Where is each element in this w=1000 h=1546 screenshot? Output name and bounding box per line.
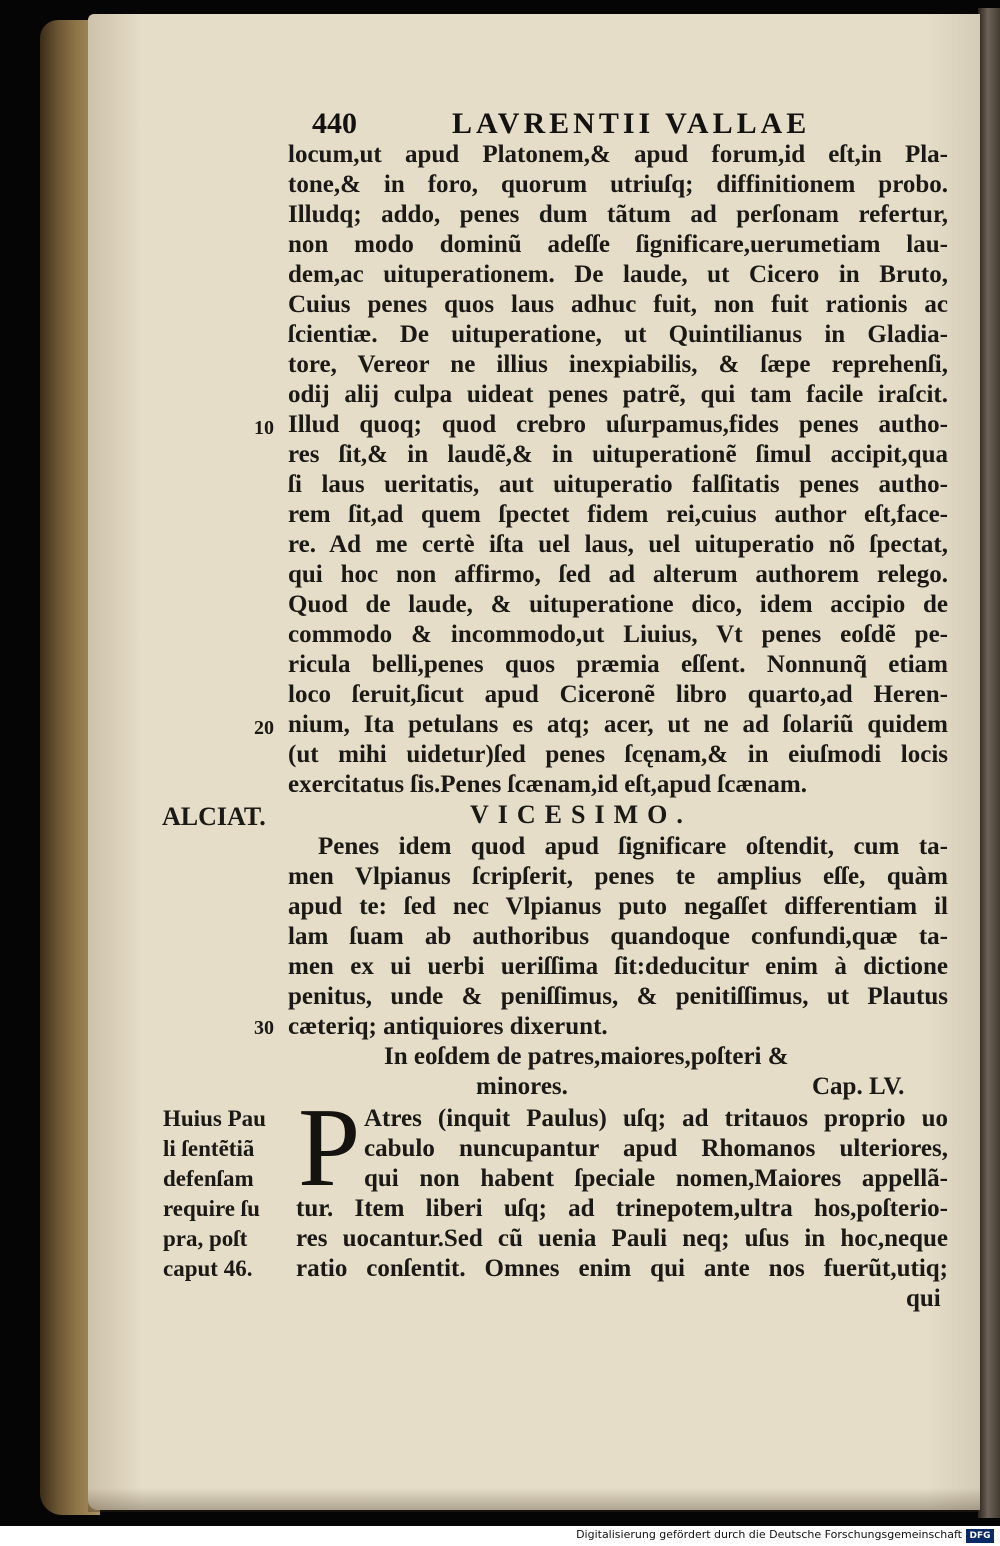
text-line: tur. Item liberi uſq; ad trinepotem,ultra hos,poſterio- [296,1195,948,1222]
text-line: Cuius penes quos laus adhuc fuit, non fuit rationis ac [288,291,948,318]
credit-bar [0,1526,1000,1546]
text-line: cabulo nuncupantur apud Rhomanos ulteriores, [364,1135,948,1162]
text-line: tore, Vereor ne illius inexpiabilis, & ſæpe reprehenſi, [288,351,948,378]
running-title: LAVRENTII VALLAE [452,107,811,140]
text-line: cæteriq; antiquiores dixerunt. [288,1013,608,1040]
line-number: 30 [254,1017,274,1039]
margin-note-line: Huius Pau [163,1106,266,1131]
text-line: men Vlpianus ſcripſerit, penes te amplius eſſe, quàm [288,863,948,890]
book-binding-edge [978,8,1000,1518]
text-line: nium, Ita petulans es atq; acer, ut ne ad ſolariũ quidem [288,711,948,738]
text-line: res ſit,& in laudẽ,& in uituperationẽ ſimul accipit,qua [288,441,948,468]
page-number: 440 [312,107,357,140]
text-line: exercitatus ſis.Penes ſcænam,id eſt,apud ſcænam. [288,771,807,798]
drop-cap: P [298,1086,361,1210]
text-line: Penes idem quod apud ſignificare oſtendit, cum ta- [318,833,948,860]
dfg-logo: DFG [966,1529,994,1543]
text-line: loco ſeruit,ſicut apud Ciceronẽ libro quarto,ad Heren- [288,681,948,708]
text-line: Illud quoq; quod crebro uſurpamus,fides penes autho- [288,411,948,438]
section-title: VICESIMO. [470,800,692,829]
line-number: 10 [254,417,274,439]
side-label: ALCIAT. [162,802,266,831]
margin-note-line: caput 46. [163,1256,253,1281]
text-line: res uocantur.Sed cũ uenia Pauli neq; uſus in hoc,neque [296,1225,948,1252]
chapter-number: Cap. LV. [812,1073,905,1100]
margin-note-line: li ſentẽtiã [163,1136,255,1161]
text-line: Quod de laude, & uituperatione dico, idem accipio de [288,591,948,618]
text-line: re. Ad me certè iſta uel laus, uel uituperatio nõ ſpectat, [288,531,948,558]
text-line: Illudq; addo, penes dum tãtum ad perſonam refertur, [288,201,948,228]
chapter-heading: minores. [476,1073,568,1100]
page-shadow [88,1488,980,1512]
text-line: ſcientiæ. De uituperatione, ut Quintilianus in Gladia- [288,321,948,348]
text-line: apud te: ſed nec Vlpianus puto negaſſet differentiam il [288,893,948,920]
running-head [312,104,832,144]
text-line: odij alij culpa uideat penes patrẽ, qui tam facile iraſcit. [288,381,948,408]
margin-note-line: defenſam [163,1166,254,1191]
text-line: penitus, unde & peniſſimus, & penitiſſimus, ut Plautus [288,983,948,1010]
margin-note-line: require ſu [163,1196,260,1221]
text-line: ſi laus ueritatis, aut uituperatio falſitatis penes autho- [288,471,948,498]
text-line: tone,& in foro, quorum utriuſq; diffinitionem probo. [288,171,948,198]
text-line: qui hoc non affirmo, ſed ad alterum authorem relego. [288,561,948,588]
line-number: 20 [254,717,274,739]
text-line: Atres (inquit Paulus) uſq; ad tritauos proprio uo [364,1105,948,1132]
text-line: ricula belli,penes quos præmia eſſent. Nonnunq̃ etiam [288,651,948,678]
text-line: dem,ac uituperationem. De laude, ut Cicero in Bruto, [288,261,948,288]
text-line: ratio conſentit. Omnes enim qui ante nos fuerũt,utiq; [296,1255,948,1282]
text-line: commodo & incommodo,ut Liuius, Vt penes eoſdẽ pe- [288,621,948,648]
text-line: (ut mihi uidetur)ſed penes ſcęnam,& in eiuſmodi locis [288,741,948,768]
text-line: rem ſit,ad quem ſpectet fidem rei,cuius author eſt,face- [288,501,948,528]
text-line: qui non habent ſpeciale nomen,Maiores appellã- [364,1165,948,1192]
text-line: men ex ui uerbi ueriſſima ſit:deducitur enim à dictione [288,953,948,980]
catchword: qui [906,1285,941,1312]
text-line: lam ſuam ab authoribus quandoque confundi,quæ ta- [288,923,948,950]
margin-note-line: pra, poſt [163,1226,248,1251]
credit-text: Digitalisierung gefördert durch die Deutsche Forschungsgemeinschaft [576,1528,962,1541]
text-line: non modo dominũ adeſſe ſignificare,uerumetiam lau- [288,231,948,258]
chapter-heading: In eoſdem de patres,maiores,poſteri & [384,1043,789,1070]
text-line: locum,ut apud Platonem,& apud forum,id eſt,in Pla- [288,141,948,168]
